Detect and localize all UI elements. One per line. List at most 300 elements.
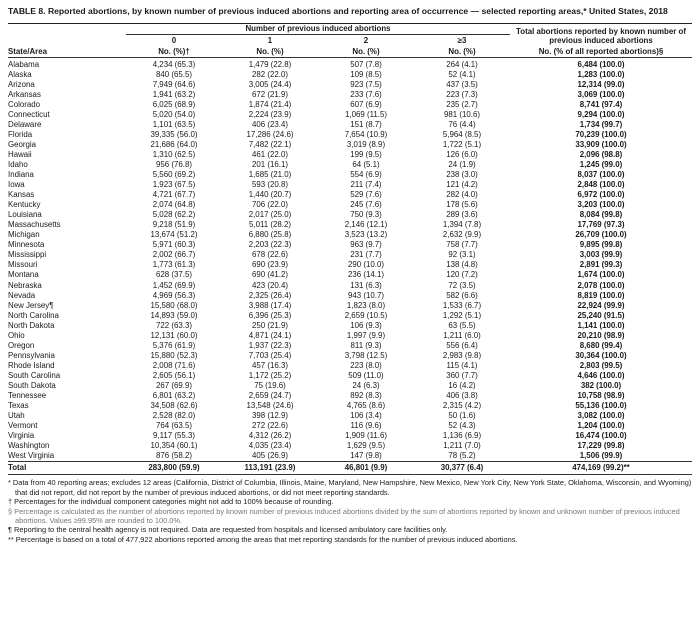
state-name: Alabama — [8, 59, 40, 69]
table-cell: 876 (58.2) — [156, 451, 192, 461]
table-cell: 678 (22.6) — [252, 250, 288, 260]
table-cell: 4,765 (8.6) — [346, 401, 386, 411]
state-name: Louisiana — [8, 210, 42, 220]
table-cell: 10,354 (60.1) — [150, 441, 198, 451]
state-name: Kansas — [8, 190, 35, 200]
table-cell: 1,452 (69.9) — [152, 280, 196, 290]
table-cell: 1,533 (6.7) — [442, 300, 482, 310]
table-cell: 628 (37.5) — [156, 270, 192, 280]
table-cell: 30,377 (6.4) — [414, 462, 510, 475]
column-header: No. (%)† — [126, 46, 222, 58]
table-cell: 16,474 (100.0) — [575, 431, 627, 441]
state-name: Delaware — [8, 119, 42, 129]
table-cell: 4,312 (26.2) — [248, 431, 292, 441]
state-name: West Virginia — [8, 451, 55, 461]
table-row — [8, 391, 692, 401]
table-cell: 15,880 (52.3) — [150, 350, 198, 360]
table-cell: 64 (5.1) — [352, 159, 380, 169]
table-cell: 17,286 (24.6) — [246, 129, 294, 139]
table-cell: 2,528 (82.0) — [152, 411, 196, 421]
table-cell: 7,482 (22.1) — [248, 139, 292, 149]
table-cell: 52 (4.1) — [448, 69, 476, 79]
state-name: Montana — [8, 270, 39, 280]
table-cell: 151 (8.7) — [350, 119, 382, 129]
table-cell: 12,131 (60.0) — [150, 330, 198, 340]
table-row — [8, 270, 692, 280]
table-cell: 1,283 (100.0) — [577, 69, 625, 79]
table-cell: 245 (7.6) — [350, 200, 382, 210]
table-cell: 5,020 (54.0) — [152, 109, 196, 119]
total-header: Total abortions reported by known number of previous induced abortions — [516, 26, 686, 45]
table-row — [8, 411, 692, 421]
table-cell: 4,969 (56.3) — [152, 290, 196, 300]
table-cell: 10,758 (98.9) — [577, 391, 625, 401]
table-row — [8, 70, 692, 80]
table-cell: 2,605 (56.1) — [152, 370, 196, 380]
table-cell: 722 (63.3) — [156, 320, 192, 330]
table-cell: 2,983 (9.8) — [442, 350, 482, 360]
table-cell: 360 (7.7) — [446, 370, 478, 380]
table-cell: 706 (22.0) — [252, 200, 288, 210]
state-name: Colorado — [8, 99, 41, 109]
table-cell: 690 (41.2) — [252, 270, 288, 280]
table-row — [8, 210, 692, 220]
table-cell: 923 (7.5) — [350, 79, 382, 89]
table-cell: 14,893 (59.0) — [150, 310, 198, 320]
table-cell: 1,941 (63.2) — [152, 89, 196, 99]
table-cell: 70,239 (100.0) — [575, 129, 627, 139]
table-cell: 892 (8.3) — [350, 391, 382, 401]
table-cell: 24 (6.3) — [352, 381, 380, 390]
table-cell: 398 (12.9) — [252, 411, 288, 421]
table-cell: 9,294 (100.0) — [577, 109, 625, 119]
table-cell: 2,078 (100.0) — [577, 280, 625, 290]
empty-corner — [8, 23, 126, 34]
table-cell: 264 (4.1) — [446, 59, 478, 69]
state-name: Washington — [8, 441, 50, 451]
table-row — [8, 57, 692, 70]
table-cell: 113,191 (23.9) — [222, 462, 318, 475]
footnote: § Percentage is calculated as the number of abortions reported by known number of previous induced abortions divided by the sum of abortions reported by known and unknown number of previous induced abortions. Values ≥99.95% are rounded to 100.0%. — [8, 506, 680, 525]
table-cell: 9,895 (99.8) — [579, 240, 623, 250]
table-cell: 3,082 (100.0) — [577, 411, 625, 421]
table-cell: 238 (3.0) — [446, 170, 478, 180]
table-cell: 282 (4.0) — [446, 190, 478, 200]
table-cell: 5,971 (60.3) — [152, 240, 196, 250]
table-cell: 235 (2.7) — [446, 99, 478, 109]
table-row — [8, 441, 692, 451]
table-row — [8, 130, 692, 140]
state-name: North Dakota — [8, 320, 55, 330]
table-cell: 1,629 (9.5) — [346, 441, 386, 451]
table-cell: 55,136 (100.0) — [575, 401, 627, 411]
table-row — [8, 361, 692, 371]
state-name: Utah — [8, 411, 25, 421]
state-name: Nebraska — [8, 280, 42, 290]
table-row — [8, 451, 692, 462]
table-cell: 758 (7.7) — [446, 240, 478, 250]
table-cell: 2,146 (12.1) — [344, 220, 388, 230]
table-cell: 223 (8.0) — [350, 360, 382, 370]
table-cell: 116 (9.6) — [350, 421, 382, 431]
table-cell: 1,310 (62.5) — [152, 149, 196, 159]
state-name: Georgia — [8, 139, 37, 149]
table-row — [8, 150, 692, 160]
table-cell: 1,394 (7.8) — [442, 220, 482, 230]
table-cell: 554 (6.9) — [350, 170, 382, 180]
table-cell: 981 (10.6) — [444, 109, 480, 119]
table-cell: 24 (1.9) — [448, 159, 476, 169]
table-cell: 1,245 (99.0) — [579, 159, 623, 169]
table-cell: 272 (22.6) — [252, 421, 288, 431]
table-cell: 3,988 (17.4) — [248, 300, 292, 310]
table-row — [8, 200, 692, 210]
table-row — [8, 160, 692, 170]
table-cell: 4,871 (24.1) — [248, 330, 292, 340]
table-cell: 2,325 (26.4) — [248, 290, 292, 300]
table-cell: 406 (23.4) — [252, 119, 288, 129]
table-cell: 509 (11.0) — [348, 370, 384, 380]
table-cell: 121 (4.2) — [446, 180, 478, 190]
table-cell: 290 (10.0) — [348, 260, 384, 270]
sub-header-0: 0 — [171, 35, 177, 45]
table-row — [8, 291, 692, 301]
footnote: † Percentages for the individual component categories might not add to 100% because of rounding. — [8, 497, 334, 507]
table-cell: 33,909 (100.0) — [575, 139, 627, 149]
table-cell: 3,019 (8.9) — [346, 139, 386, 149]
table-cell: 5,376 (61.9) — [152, 340, 196, 350]
table-cell: 507 (7.8) — [350, 59, 382, 69]
table-cell: 34,508 (62.6) — [150, 401, 198, 411]
table-cell: 138 (4.8) — [446, 260, 478, 270]
table-cell: 39,335 (56.0) — [150, 129, 198, 139]
table-row — [8, 220, 692, 230]
group-header: Number of previous induced abortions — [126, 23, 510, 34]
table-row — [8, 301, 692, 311]
table-cell: 126 (6.0) — [446, 149, 478, 159]
table-cell: 1,734 (99.7) — [579, 119, 623, 129]
state-name: Alaska — [8, 69, 32, 79]
table-cell: 2,659 (24.7) — [248, 391, 292, 401]
table-cell: 8,819 (100.0) — [577, 290, 625, 300]
table-cell: 6,396 (25.3) — [248, 310, 292, 320]
column-header: No. (%) — [414, 46, 510, 58]
table-cell: 2,096 (98.8) — [579, 149, 623, 159]
state-name: Iowa — [8, 180, 25, 190]
table-row — [8, 371, 692, 381]
table-cell: 120 (7.2) — [446, 270, 478, 280]
footnote: ** Percentage is based on a total of 477,922 abortions reported among the areas that met reporting standards for the number of previous induced abortions. — [8, 534, 518, 544]
table-cell: 115 (4.1) — [446, 360, 478, 370]
table-cell: 1,674 (100.0) — [577, 270, 625, 280]
table-cell: 250 (21.9) — [252, 320, 288, 330]
table-cell: 8,741 (97.4) — [579, 99, 623, 109]
table-cell: 4,721 (67.7) — [152, 190, 196, 200]
table-cell: 1,141 (100.0) — [577, 320, 625, 330]
table-cell: 2,891 (99.3) — [579, 260, 623, 270]
table-cell: 2,803 (99.5) — [579, 360, 623, 370]
table-cell: 7,949 (64.6) — [152, 79, 196, 89]
table-cell: 8,037 (100.0) — [577, 170, 625, 180]
state-name: North Carolina — [8, 310, 59, 320]
table-cell: 556 (6.4) — [446, 340, 478, 350]
state-name: Mississippi — [8, 250, 47, 260]
table-row — [8, 170, 692, 180]
state-name: Texas — [8, 401, 29, 411]
table-cell: 405 (26.9) — [252, 451, 288, 461]
table-cell: 7,654 (10.9) — [344, 129, 388, 139]
table-cell: 17,229 (99.8) — [577, 441, 625, 451]
table-cell: 840 (65.5) — [156, 69, 192, 79]
table-cell: 457 (16.3) — [252, 360, 288, 370]
table-title: TABLE 8. Reported abortions, by known number of previous induced abortions and reporting area of occurrence — selected reporting areas,* United States, 2018 — [8, 6, 668, 16]
state-name: Kentucky — [8, 200, 41, 210]
table-cell: 147 (9.8) — [350, 451, 382, 461]
table-cell: 437 (3.5) — [446, 79, 478, 89]
table-cell: 1,997 (9.9) — [346, 330, 386, 340]
state-name: Virginia — [8, 431, 35, 441]
table-cell: 233 (7.6) — [350, 89, 382, 99]
table-cell: 50 (1.6) — [448, 411, 476, 421]
table-cell: 1,722 (5.1) — [442, 139, 482, 149]
table-row — [8, 311, 692, 321]
table-cell: 423 (20.4) — [252, 280, 288, 290]
table-cell: 9,117 (55.3) — [153, 431, 195, 441]
table-cell: 78 (5.2) — [448, 451, 476, 461]
sub-header-3: ≥3 — [457, 35, 467, 45]
state-name: Oregon — [8, 340, 35, 350]
table-cell: 956 (76.8) — [156, 159, 192, 169]
table-cell: 7,703 (25.4) — [248, 350, 292, 360]
table-row — [8, 341, 692, 351]
table-row — [8, 331, 692, 341]
footnotes — [8, 478, 692, 544]
table-cell: 582 (6.6) — [446, 290, 478, 300]
table-cell: 1,823 (8.0) — [346, 300, 386, 310]
table-cell: 1,069 (11.5) — [345, 109, 387, 119]
table-cell: 289 (3.6) — [446, 210, 478, 220]
table-cell: 607 (6.9) — [350, 99, 382, 109]
state-name: Nevada — [8, 290, 36, 300]
table-row — [8, 180, 692, 190]
table-row — [8, 401, 692, 411]
table-cell: 1,874 (21.4) — [248, 99, 292, 109]
table-row — [8, 230, 692, 240]
table-cell: 2,203 (22.3) — [248, 240, 292, 250]
state-name: Hawaii — [8, 149, 32, 159]
table-cell: 943 (10.7) — [348, 290, 384, 300]
table-cell: 1,211 (6.0) — [443, 330, 481, 340]
table-cell: 1,440 (20.7) — [248, 190, 292, 200]
footnote: * Data from 40 reporting areas; excludes 12 areas (California, District of Columbia, Illinois, Maine, Maryland, New Hampshire, New Mexico, New York City, New York State, Oklahoma, Wisconsin, and Wyoming) that did not report, did not report by the number of previous induced abortions, or did not meet reporting standards. — [8, 478, 692, 497]
table-row — [8, 80, 692, 90]
state-name: South Dakota — [8, 381, 56, 390]
table-cell: 3,069 (100.0) — [577, 89, 625, 99]
table-cell: 201 (16.1) — [252, 159, 288, 169]
table-row — [8, 190, 692, 200]
table-cell: 6,880 (25.8) — [248, 230, 292, 240]
table-cell: 52 (4.3) — [448, 421, 476, 431]
table-cell: 529 (7.6) — [350, 190, 382, 200]
state-column-header: State/Area — [8, 46, 126, 58]
table-cell: 106 (3.4) — [350, 411, 382, 421]
table-cell: 106 (9.3) — [350, 320, 382, 330]
table-cell: 1,923 (67.5) — [152, 180, 196, 190]
table-body — [8, 57, 692, 462]
column-header: No. (% of all reported abortions)§ — [510, 46, 692, 58]
table-cell: 764 (63.5) — [156, 421, 192, 431]
table-row — [8, 90, 692, 100]
state-name: Ohio — [8, 330, 25, 340]
table-row — [8, 110, 692, 120]
state-name: Missouri — [8, 260, 38, 270]
table-row — [8, 421, 692, 431]
table-cell: 231 (7.7) — [350, 250, 382, 260]
table-cell: 178 (5.6) — [446, 200, 478, 210]
table-cell: 131 (6.3) — [350, 280, 382, 290]
table-cell: 2,017 (25.0) — [248, 210, 292, 220]
footnote: ¶ Reporting to the central health agency is not required. Data are requested from hospitals and licensed ambulatory care facilities only. — [8, 525, 448, 535]
total-label: Total — [8, 462, 126, 475]
state-name: Florida — [8, 129, 33, 139]
state-name: Pennsylvania — [8, 350, 55, 360]
table-cell: 267 (69.9) — [156, 381, 192, 390]
table-cell: 461 (22.0) — [252, 149, 288, 159]
table-cell: 25,240 (91.5) — [577, 310, 625, 320]
table-cell: 1,479 (22.8) — [248, 59, 292, 69]
table-cell: 1,101 (63.5) — [152, 119, 196, 129]
state-name: Arkansas — [8, 89, 41, 99]
table-cell: 13,674 (51.2) — [150, 230, 198, 240]
table-cell: 1,136 (6.9) — [442, 431, 482, 441]
table-cell: 8,084 (99.8) — [579, 210, 623, 220]
table-row — [8, 100, 692, 110]
table-cell: 593 (20.8) — [252, 180, 288, 190]
table-cell: 5,011 (28.2) — [249, 220, 291, 230]
table-cell: 46,801 (9.9) — [318, 462, 414, 475]
table-cell: 4,646 (100.0) — [577, 370, 625, 380]
table-cell: 474,169 (99.2)** — [510, 462, 692, 475]
table-cell: 2,224 (23.9) — [248, 109, 292, 119]
table-cell: 1,506 (99.9) — [579, 451, 623, 461]
table-cell: 3,798 (12.5) — [344, 350, 388, 360]
state-name: South Carolina — [8, 370, 61, 380]
table-cell: 76 (4.4) — [448, 119, 476, 129]
state-name: Arizona — [8, 79, 35, 89]
table-cell: 3,523 (13.2) — [344, 230, 388, 240]
column-header: No. (%) — [318, 46, 414, 58]
table-cell: 2,008 (71.6) — [152, 360, 196, 370]
state-name: Vermont — [8, 421, 38, 431]
table-cell: 16 (4.2) — [448, 381, 476, 390]
state-name: Tennessee — [8, 391, 47, 401]
sub-header-1: 1 — [267, 35, 273, 45]
table-cell: 22,924 (99.9) — [577, 300, 625, 310]
abortions-table — [8, 23, 692, 476]
table-cell: 15,580 (68.0) — [150, 300, 198, 310]
state-name: Idaho — [8, 159, 28, 169]
table-cell: 690 (23.9) — [252, 260, 288, 270]
table-cell: 6,025 (68.9) — [152, 99, 196, 109]
total-row — [8, 462, 692, 475]
table-cell: 1,172 (25.2) — [248, 370, 292, 380]
table-cell: 1,211 (7.0) — [443, 441, 481, 451]
table-cell: 211 (7.4) — [350, 180, 382, 190]
table-cell: 6,484 (100.0) — [577, 59, 625, 69]
state-name: New Jersey¶ — [8, 300, 54, 310]
table-row — [8, 250, 692, 260]
table-cell: 30,364 (100.0) — [575, 350, 627, 360]
table-cell: 672 (21.9) — [252, 89, 288, 99]
table-row — [8, 351, 692, 361]
table-cell: 2,002 (66.7) — [152, 250, 196, 260]
table-cell: 13,548 (24.6) — [246, 401, 294, 411]
table-cell: 283,800 (59.9) — [126, 462, 222, 475]
table-cell: 1,204 (100.0) — [577, 421, 625, 431]
state-name: Minnesota — [8, 240, 45, 250]
table-cell: 2,074 (64.8) — [152, 200, 196, 210]
state-name: Rhode Island — [8, 360, 55, 370]
table-cell: 1,937 (22.3) — [248, 340, 292, 350]
table-cell: 963 (9.7) — [350, 240, 382, 250]
table-cell: 92 (3.1) — [448, 250, 476, 260]
table-cell: 72 (3.5) — [448, 280, 476, 290]
state-name: Indiana — [8, 170, 34, 180]
table-cell: 223 (7.3) — [446, 89, 478, 99]
table-cell: 20,210 (98.9) — [577, 330, 625, 340]
table-cell: 17,769 (97.3) — [577, 220, 625, 230]
table-cell: 12,314 (99.0) — [577, 79, 625, 89]
table-row — [8, 321, 692, 331]
table-row — [8, 240, 692, 250]
table-row — [8, 431, 692, 441]
table-cell: 1,685 (21.0) — [248, 170, 292, 180]
table-cell: 6,801 (63.2) — [152, 391, 196, 401]
table-cell: 382 (100.0) — [580, 381, 622, 390]
table-cell: 4,234 (65.3) — [152, 59, 196, 69]
table-cell: 1,292 (5.1) — [442, 310, 482, 320]
table-cell: 236 (14.1) — [348, 270, 384, 280]
table-cell: 21,686 (64.0) — [150, 139, 198, 149]
table-cell: 811 (9.3) — [350, 340, 382, 350]
table-cell: 2,659 (10.5) — [344, 310, 388, 320]
table-cell: 750 (9.3) — [350, 210, 382, 220]
table-cell: 2,315 (4.2) — [442, 401, 482, 411]
table-cell: 3,203 (100.0) — [577, 200, 625, 210]
state-name: Connecticut — [8, 109, 50, 119]
table-cell: 406 (3.8) — [446, 391, 478, 401]
table-cell: 1,909 (11.6) — [345, 431, 387, 441]
table-cell: 109 (8.5) — [350, 69, 382, 79]
table-row — [8, 281, 692, 291]
table-cell: 8,680 (99.4) — [579, 340, 623, 350]
sub-header-2: 2 — [363, 35, 369, 45]
table-cell: 63 (5.5) — [448, 320, 476, 330]
table-cell: 5,028 (62.2) — [152, 210, 196, 220]
state-name: Michigan — [8, 230, 40, 240]
table-cell: 4,035 (23.4) — [248, 441, 292, 451]
table-cell: 3,003 (99.9) — [579, 250, 623, 260]
table-row — [8, 260, 692, 270]
column-header: No. (%) — [222, 46, 318, 58]
table-cell: 3,005 (24.4) — [248, 79, 292, 89]
table-cell: 26,709 (100.0) — [575, 230, 627, 240]
table-cell: 75 (19.6) — [254, 381, 286, 390]
table-cell: 5,964 (8.5) — [442, 129, 482, 139]
table-row — [8, 120, 692, 130]
table-cell: 282 (22.0) — [252, 69, 288, 79]
table-cell: 1,773 (61.3) — [152, 260, 196, 270]
